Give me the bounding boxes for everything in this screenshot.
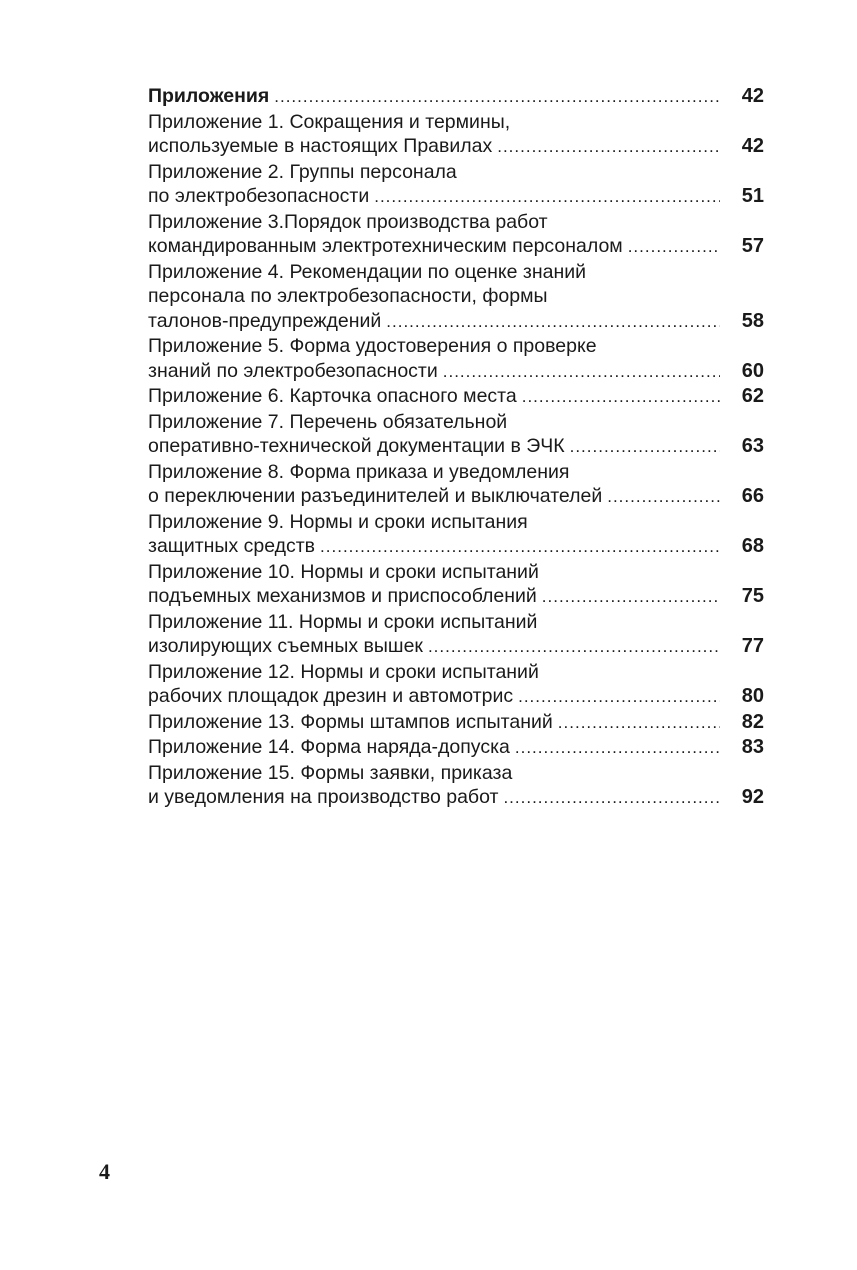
toc-page-number: 66 (741, 485, 764, 507)
toc-entry-line (148, 484, 764, 510)
toc-entry-line (148, 560, 764, 585)
dot-leader (628, 235, 720, 260)
toc-entry-title: персонала по электробезопасности, формы (148, 285, 548, 307)
dot-leader (522, 385, 720, 410)
toc-entry-title: рабочих площадок дрезин и автомотрис (148, 685, 514, 707)
toc-entry-title: Приложения (148, 85, 270, 107)
toc-entry (148, 210, 764, 260)
toc-page-number: 63 (741, 435, 764, 457)
toc-entry-line (148, 735, 764, 761)
toc-entry-title: Приложение 9. Нормы и сроки испытания (148, 510, 528, 533)
toc-entry (148, 334, 764, 384)
toc-page-number: 92 (741, 786, 764, 808)
dot-leader (386, 310, 720, 335)
toc-entry-title: знаний по электробезопасности (148, 359, 438, 382)
toc-page-number: 80 (741, 685, 764, 707)
toc-entry (148, 735, 764, 761)
toc-entry-title: Приложение 10. Нормы и сроки испытаний (148, 560, 539, 583)
toc-entry-line (148, 460, 764, 485)
toc-page-number: 58 (741, 309, 764, 332)
toc-entry-line (148, 785, 764, 811)
toc-entry (148, 710, 764, 736)
page-number: 4 (99, 1159, 110, 1184)
toc-entry-line (148, 434, 764, 460)
toc-entry-line (148, 184, 764, 210)
toc-entry-line (148, 110, 764, 135)
toc-entry-title: Приложение 2. Группы персонала (148, 160, 457, 183)
toc-entry (148, 84, 764, 110)
toc-entry-title: Приложение 5. Форма удостоверения о проверке (148, 335, 597, 357)
toc-entry (148, 560, 764, 610)
toc-entry (148, 510, 764, 560)
dot-leader (428, 635, 720, 660)
toc-entry-title: изолирующих съемных вышек (148, 635, 423, 657)
toc-entry-line (148, 384, 764, 410)
toc-entry-title: Приложение 4. Рекомендации по оценке знаний (148, 260, 587, 283)
toc-entry-line (148, 660, 764, 685)
toc-entry (148, 610, 764, 660)
dot-leader (570, 435, 720, 460)
toc-entry (148, 460, 764, 510)
toc-entry (148, 384, 764, 410)
toc-entry-line (148, 210, 764, 235)
toc-entry-line (148, 234, 764, 260)
toc-entry-line (148, 284, 764, 309)
toc-entry-title: о переключении разъединителей и выключателей (148, 485, 603, 507)
toc-entry-title: Приложение 11. Нормы и сроки испытаний (148, 610, 538, 633)
dot-leader (558, 711, 720, 736)
dot-leader (443, 360, 720, 385)
toc-page-number: 51 (741, 185, 764, 207)
toc-entry-line (148, 359, 764, 385)
toc-entry-title: используемые в настоящих Правилах (148, 135, 493, 157)
toc-entry-line (148, 410, 764, 435)
dot-leader (542, 585, 720, 610)
toc-entry-title: Приложение 6. Карточка опасного места (148, 385, 517, 407)
toc-entry (148, 410, 764, 460)
toc-entry-title: и уведомления на производство работ (148, 786, 499, 808)
toc-entry-title: Приложение 14. Форма наряда-допуска (148, 736, 510, 758)
toc-entry-line (148, 610, 764, 635)
dot-leader (497, 135, 720, 160)
toc-entry-line (148, 510, 764, 535)
toc-entry-title: Приложение 8. Форма приказа и уведомления (148, 460, 570, 483)
toc-page-number: 60 (741, 359, 764, 382)
toc-entry-title: по электробезопасности (148, 185, 370, 207)
toc-entry-title: Приложение 1. Сокращения и термины, (148, 110, 511, 133)
toc-entry-line (148, 260, 764, 285)
toc-entry-title: Приложение 15. Формы заявки, приказа (148, 761, 513, 784)
toc-entry-line (148, 761, 764, 786)
toc-page-number: 75 (741, 585, 764, 607)
dot-leader (518, 685, 720, 710)
toc-entry-title: Приложение 3.Порядок производства работ (148, 210, 548, 233)
toc-entry (148, 761, 764, 811)
table-of-contents (148, 84, 764, 811)
dot-leader (274, 85, 720, 110)
toc-entry-title: подъемных механизмов и приспособлений (148, 585, 537, 607)
toc-entry-line (148, 334, 764, 359)
dot-leader (515, 736, 720, 761)
toc-entry-line (148, 710, 764, 736)
toc-entry (148, 660, 764, 710)
toc-page-number: 57 (741, 235, 764, 257)
dot-leader (607, 485, 720, 510)
toc-entry-line (148, 160, 764, 185)
toc-entry (148, 260, 764, 335)
toc-entry-title: оперативно-технической документации в ЭЧК (148, 435, 565, 457)
dot-leader (320, 535, 720, 560)
toc-page-number: 77 (741, 635, 764, 657)
toc-page-number: 42 (741, 135, 764, 157)
dot-leader (503, 786, 720, 811)
toc-page-number: 83 (741, 736, 764, 758)
toc-entry-line (148, 309, 764, 335)
toc-page-number: 62 (741, 385, 764, 407)
dot-leader (374, 185, 720, 210)
toc-entry-title: защитных средств (148, 535, 316, 557)
toc-page-number: 42 (741, 85, 764, 107)
toc-entry-line (148, 684, 764, 710)
toc-entry-line (148, 534, 764, 560)
toc-entry-line (148, 134, 764, 160)
toc-entry-title: талонов-предупреждений (148, 309, 382, 332)
toc-entry (148, 110, 764, 160)
toc-entry-title: Приложение 12. Нормы и сроки испытаний (148, 660, 539, 683)
toc-entry-line (148, 584, 764, 610)
toc-entry-title: Приложение 7. Перечень обязательной (148, 410, 508, 433)
toc-entry-title: командированным электротехническим персоналом (148, 235, 623, 257)
toc-entry-line (148, 84, 764, 110)
toc-entry-title: Приложение 13. Формы штампов испытаний (148, 710, 553, 733)
toc-entry-line (148, 634, 764, 660)
toc-page-number: 68 (741, 535, 764, 557)
toc-page-number: 82 (741, 710, 764, 733)
toc-entry (148, 160, 764, 210)
